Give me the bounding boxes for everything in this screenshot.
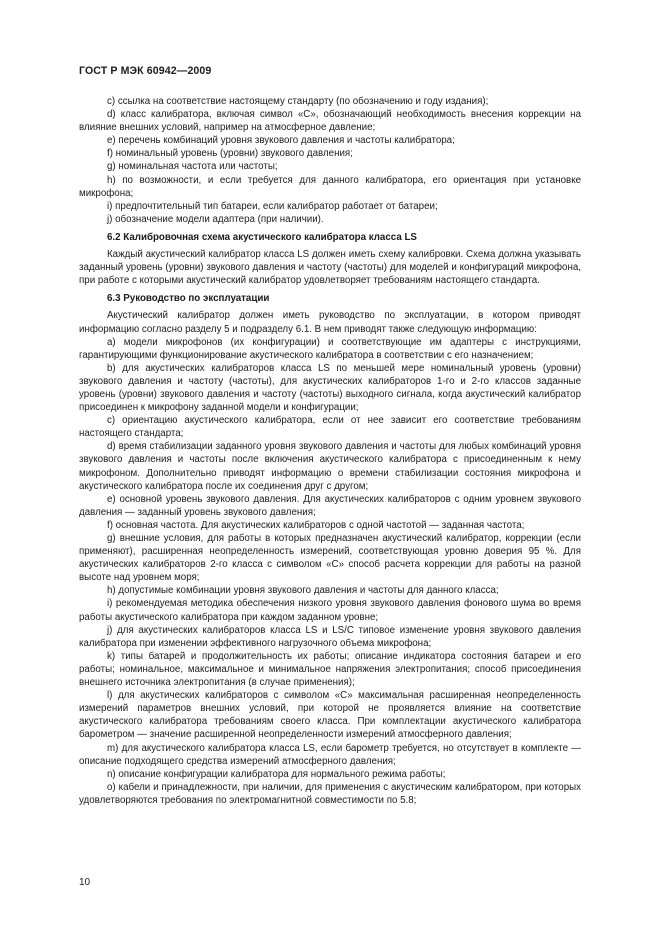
page-body: [79, 95, 581, 807]
list-item: i) предпочтительный тип батареи, если калибратор работает от батареи;: [107, 200, 438, 212]
list-item: n) описание конфигурации калибратора для нормального режима работы;: [107, 768, 446, 780]
list-item: g) номинальная частота или частоты;: [107, 161, 278, 173]
list-item: o) кабели и принадлежности, при наличии, для применения с акустическим калибратором, при которых удовлетворяются требования по электромагнитной совместимости по 5.8;: [79, 781, 581, 806]
list-item: e) основной уровень звукового давления. Для акустических калибраторов с одним уровнем звукового давления — заданный уровень звукового давления;: [79, 493, 581, 518]
list-item: m) для акустического калибратора класса LS, если барометр требуется, но отсутствует в комплекте — описание подходящего средства измерений атмосферного давления;: [79, 742, 581, 767]
page-number: 10: [79, 877, 91, 888]
list-item: l) для акустических калибраторов с символом «C» максимальная расширенная неопределенность измерений параметров внешних условий, при которой не проявляется влияние на соответствие акустического калибратора требованиям своего класса. При комплектации акустического калибратора барометром — значение расширенной неопределенности измерений атмосферного давления;: [79, 690, 581, 741]
list-item: j) для акустических калибраторов класса LS и LS/C типовое изменение уровня звукового давления калибратора при изменении эффективного нагрузочного объема микрофона;: [79, 624, 581, 649]
list-item: а) модели микрофонов (их конфигурации) и соответствующие им адаптеры с инструкциями, гарантирующими функционирование акустического калибратора в соответствии с его назначением;: [79, 336, 581, 361]
section-heading-6-3: 6.3 Руководство по эксплуатации: [107, 293, 270, 305]
section-6-2-text: Каждый акустический калибратор класса LS должен иметь схему калибровки. Схема должна указывать заданный уровень (уровни) звукового давления и частоту (частоты) для моделей и конфигураций микрофона, при работе с которыми акустический калибратор удовлетворяет требованиям настоящего стандарта.: [79, 249, 581, 287]
list-item: i) рекомендуемая методика обеспечения низкого уровня звукового давления фонового шума во время работы акустического калибратора при каждом заданном уровне;: [79, 598, 581, 623]
list-item: h) допустимые комбинации уровня звукового давления и частоты для данного класса;: [107, 585, 499, 597]
list-item: j) обозначение модели адаптера (при наличии).: [107, 213, 324, 225]
list-item: d) время стабилизации заданного уровня звукового давления и частоты для любых комбинаций уровня звукового давления и частоты после включения акустического калибратора с присоединенным к нему микрофоном. Дополнительно приводят информацию о времени стабилизации состояния микрофона и акустического калибратора после их соединения друг с другом;: [79, 441, 581, 492]
list-item: d) класс калибратора, включая символ «C», обозначающий необходимость внесения коррекции на влияние внешних условий, например на атмосферное давление;: [79, 109, 581, 134]
document-header: ГОСТ Р МЭК 60942—2009: [79, 65, 212, 77]
list-item: h) по возможности, и если требуется для данного калибратора, его ориентация при установке микрофона;: [79, 174, 581, 199]
list-item: b) для акустических калибраторов класса LS по меньшей мере номинальный уровень (уровни) звукового давления и частоту (частоты), для акустических калибраторов 1-го и 2-го классов заданные уровень (уровни) звукового давления и частоту (частоты) выходного сигнала, когда акустический калибратор присоединен к микрофону заданной модели и конфигурации;: [79, 362, 581, 414]
section-heading-6-2: 6.2 Калибровочная схема акустического калибратора класса LS: [107, 231, 417, 243]
list-item: g) внешние условия, для работы в которых предназначен акустический калибратор, коррекции (если применяют), расширенная неопределенность измерений, соответствующая уровню доверия 95 %. Для акустических калибраторов 2-го класса с символом «C» способ расчета коррекции для работы на разной высоте над уровнем моря;: [79, 533, 581, 584]
list-item: c) ориентацию акустического калибратора, если от нее зависит его соответствие требованиям настоящего стандарта;: [79, 415, 581, 440]
list-item: c) ссылка на соответствие настоящему стандарту (по обозначению и году издания);: [107, 96, 489, 107]
list-item: f) номинальный уровень (уровни) звукового давления;: [107, 148, 353, 160]
list-item: f) основная частота. Для акустических калибраторов с одной частотой — заданная частота;: [107, 519, 525, 531]
list-item: k) типы батарей и продолжительность их работы; описание индикатора состояния батареи и его работы; номинальное, максимальное и минимальное напряжения электропитания; способ присоединения внешнего источника электропитания (в случае применения);: [79, 650, 581, 689]
list-item: e) перечень комбинаций уровня звукового давления и частоты калибратора;: [107, 135, 455, 147]
section-6-3-intro: Акустический калибратор должен иметь руководство по эксплуатации, в котором приводят информацию согласно разделу 5 и подразделу 6.1. В нем приводят также следующую информацию:: [79, 310, 581, 335]
